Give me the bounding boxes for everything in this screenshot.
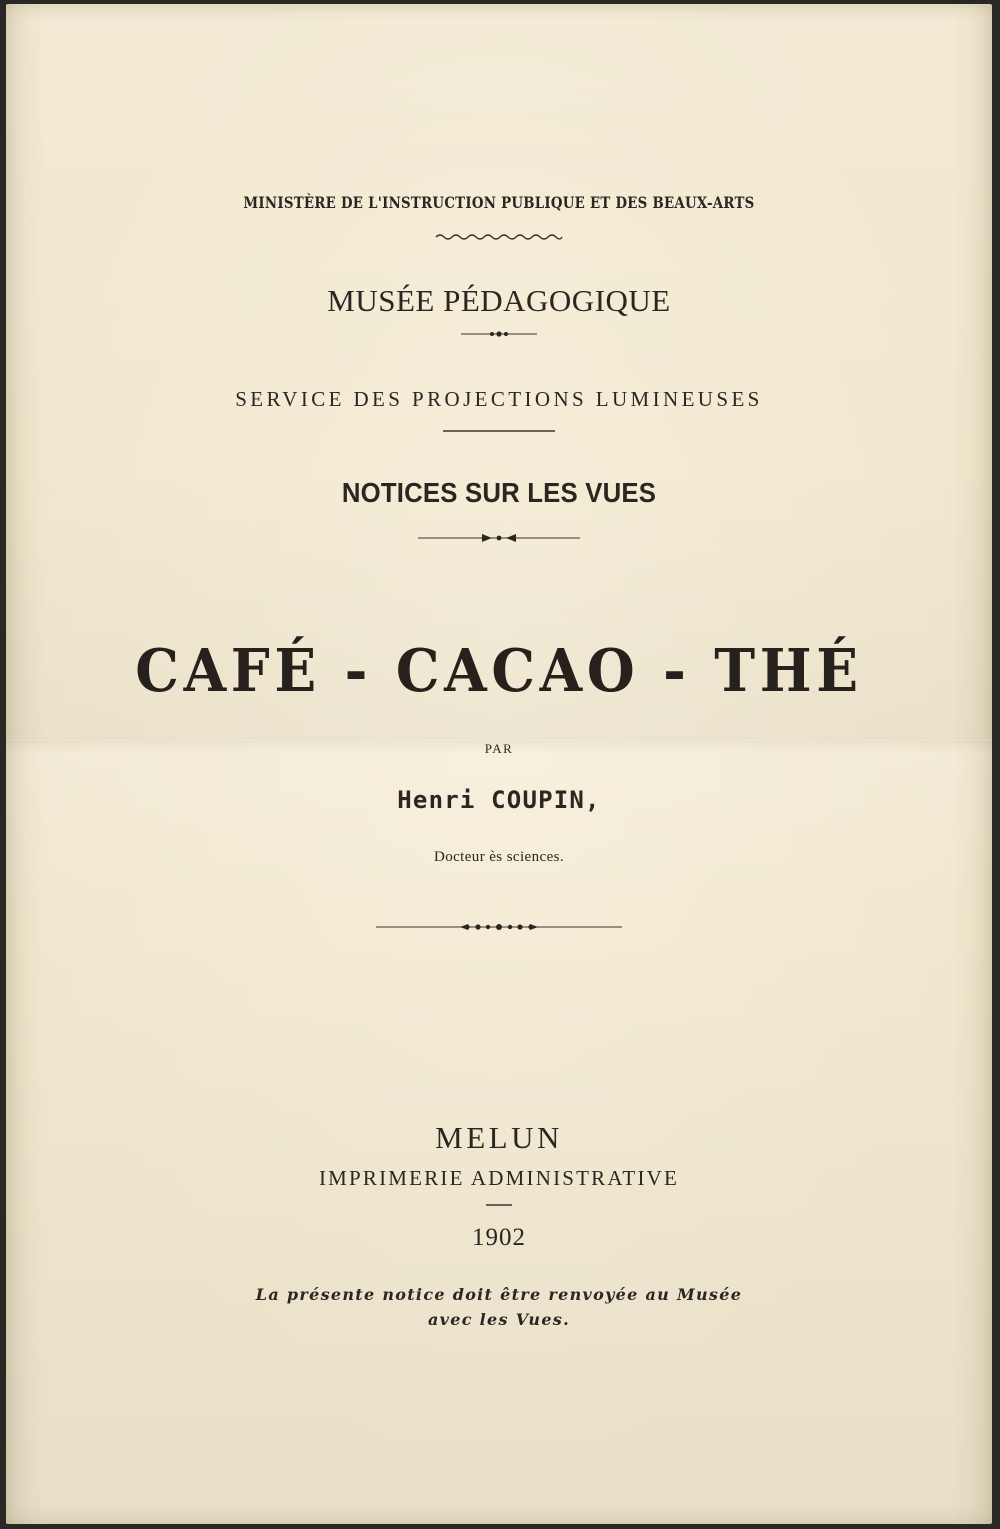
document-page — [6, 4, 992, 1524]
return-notice-line-1: La présente notice doit être renvoyée au Musée — [255, 1285, 743, 1304]
imprint-city: MELUN — [435, 1120, 563, 1155]
museum-heading: MUSÉE PÉDAGOGIQUE — [327, 283, 671, 318]
dotted-rule-ornament — [6, 329, 992, 343]
service-heading: SERVICE DES PROJECTIONS LUMINEUSES — [235, 387, 763, 411]
return-notice-line-2: avec les Vues. — [428, 1310, 570, 1329]
wavy-rule-ornament — [6, 232, 992, 246]
author-name: Henri COUPIN, — [397, 786, 601, 814]
author-degree: Docteur ès sciences. — [433, 849, 565, 865]
imprint-year: 1902 — [472, 1224, 526, 1251]
ministry-heading: MINISTÈRE DE L'INSTRUCTION PUBLIQUE ET DES BEAUX-ARTS — [243, 193, 755, 212]
plain-rule — [6, 428, 992, 442]
by-label: PAR — [484, 741, 514, 756]
beaded-rule-ornament — [6, 921, 992, 935]
imprint-printer: IMPRIMERIE ADMINISTRATIVE — [318, 1166, 680, 1190]
document-title: CAFÉ - CACAO - THÉ — [135, 636, 863, 705]
series-heading: NOTICES SUR LES VUES — [341, 477, 657, 508]
short-rule — [6, 1202, 992, 1216]
arrow-rule-ornament — [6, 532, 992, 546]
